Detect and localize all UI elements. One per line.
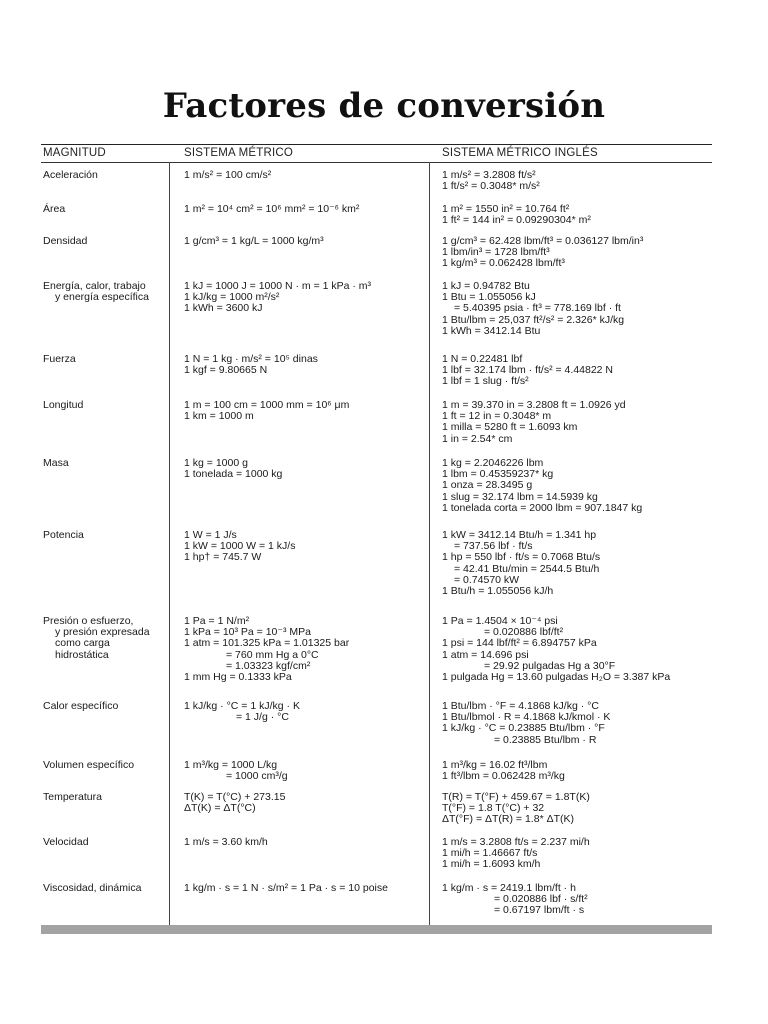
- header-rule: [41, 162, 712, 163]
- row-magnitude: Masa: [43, 457, 69, 469]
- row-metric: 1 N = 1 kg · m/s² = 10⁵ dinas 1 kgf = 9.80665 N: [184, 353, 318, 377]
- row-metric: 1 g/cm³ = 1 kg/L = 1000 kg/m³: [184, 235, 324, 247]
- page-title: Factores de conversión: [162, 86, 606, 126]
- conversion-table: [41, 144, 712, 934]
- bottom-bar: [41, 925, 712, 934]
- row-metric: 1 kg = 1000 g 1 tonelada = 1000 kg: [184, 457, 283, 481]
- column-divider-1: [169, 162, 170, 925]
- row-english: 1 kg = 2.2046226 lbm 1 lbm = 0.45359237* kg 1 onza = 28.3495 g 1 slug = 32.174 lbm = 14.5939 kg 1 tonelada corta = 2000 lbm = 907.1847 kg: [442, 457, 643, 514]
- row-metric: 1 m² = 10⁴ cm² = 10⁶ mm² = 10⁻⁶ km²: [184, 203, 360, 215]
- row-english: 1 N = 0.22481 lbf 1 lbf = 32.174 lbm · ft/s² = 4.44822 N 1 lbf = 1 slug · ft/s²: [442, 353, 614, 388]
- row-english: 1 m/s = 3.2808 ft/s = 2.237 mi/h 1 mi/h = 1.46667 ft/s 1 mi/h = 1.6093 km/h: [442, 836, 590, 871]
- header-metric: SISTEMA MÉTRICO: [184, 147, 294, 159]
- row-magnitude: Aceleración: [43, 169, 98, 181]
- row-metric: 1 m/s² = 100 cm/s²: [184, 169, 272, 181]
- row-magnitude: Velocidad: [43, 836, 89, 848]
- column-divider-2: [429, 162, 430, 925]
- row-metric: 1 m/s = 3.60 km/h: [184, 836, 268, 848]
- top-rule: [41, 144, 712, 145]
- row-english: 1 g/cm³ = 62.428 lbm/ft³ = 0.036127 lbm/in³ 1 lbm/in³ = 1728 lbm/ft³ 1 kg/m³ = 0.062428 lbm/ft³: [442, 235, 644, 270]
- row-english: 1 kW = 3412.14 Btu/h = 1.341 hp = 737.56 lbf · ft/s 1 hp = 550 lbf · ft/s = 0.7068 Btu/s = 42.41 Btu/min = 2544.5 Btu/h = 0.74570 kW 1 Btu/h = 1.055056 kJ/h: [442, 529, 601, 597]
- row-metric: 1 kJ/kg · °C = 1 kJ/kg · K = 1 J/g · °C: [184, 700, 300, 724]
- row-metric: T(K) = T(°C) + 273.15 ΔT(K) = ΔT(°C): [184, 791, 286, 815]
- row-magnitude: Volumen específico: [43, 759, 135, 771]
- row-english: 1 m² = 1550 in² = 10.764 ft² 1 ft² = 144 in² = 0.09290304* m²: [442, 203, 591, 227]
- row-magnitude: Viscosidad, dinámica: [43, 882, 142, 894]
- row-english: 1 Pa = 1.4504 × 10⁻⁴ psi = 0.020886 lbf/ft² 1 psi = 144 lbf/ft² = 6.894757 kPa 1 atm = 14.696 psi = 29.92 pulgadas Hg a 30°F 1 pulgada Hg = 13.60 pulgadas H₂O = 3.387 kPa: [442, 615, 671, 683]
- row-magnitude: Temperatura: [43, 791, 102, 803]
- row-english: T(R) = T(°F) + 459.67 = 1.8T(K) T(°F) = 1.8 T(°C) + 32 ΔT(°F) = ΔT(R) = 1.8* ΔT(K): [442, 791, 590, 826]
- row-english: 1 m³/kg = 16.02 ft³/lbm 1 ft³/lbm = 0.062428 m³/kg: [442, 759, 565, 783]
- header-english: SISTEMA MÉTRICO INGLÉS: [442, 147, 598, 159]
- row-magnitude: Área: [43, 203, 66, 215]
- row-english: 1 kJ = 0.94782 Btu 1 Btu = 1.055056 kJ = 5.40395 psia · ft³ = 778.169 lbf · ft 1 Btu/lbm = 25,037 ft²/s² = 2.326* kJ/kg 1 kWh = 3412.14 Btu: [442, 280, 625, 337]
- row-magnitude: Potencia: [43, 529, 84, 541]
- row-english: 1 m = 39.370 in = 3.2808 ft = 1.0926 yd 1 ft = 12 in = 0.3048* m 1 milla = 5280 ft = 1.6093 km 1 in = 2.54* cm: [442, 399, 626, 445]
- row-english: 1 kg/m · s = 2419.1 lbm/ft · h = 0.020886 lbf · s/ft² = 0.67197 lbm/ft · s: [442, 882, 588, 917]
- row-magnitude: Densidad: [43, 235, 88, 247]
- row-metric: 1 m³/kg = 1000 L/kg = 1000 cm³/g: [184, 759, 288, 783]
- header-magnitude: MAGNITUD: [43, 147, 106, 159]
- row-magnitude: Energía, calor, trabajo y energía específica: [43, 280, 149, 304]
- row-metric: 1 W = 1 J/s 1 kW = 1000 W = 1 kJ/s 1 hp† = 745.7 W: [184, 529, 296, 564]
- row-magnitude: Longitud: [43, 399, 84, 411]
- row-magnitude: Calor específico: [43, 700, 119, 712]
- row-metric: 1 kJ = 1000 J = 1000 N · m = 1 kPa · m³ 1 kJ/kg = 1000 m²/s² 1 kWh = 3600 kJ: [184, 280, 372, 315]
- row-english: 1 m/s² = 3.2808 ft/s² 1 ft/s² = 0.3048* m/s²: [442, 169, 540, 193]
- row-magnitude: Fuerza: [43, 353, 76, 365]
- row-metric: 1 kg/m · s = 1 N · s/m² = 1 Pa · s = 10 poise: [184, 882, 388, 894]
- row-english: 1 Btu/lbm · °F = 4.1868 kJ/kg · °C 1 Btu/lbmol · R = 4.1868 kJ/kmol · K 1 kJ/kg · °C = 0.23885 Btu/lbm · °F = 0.23885 Btu/lbm · R: [442, 700, 611, 746]
- row-magnitude: Presión o esfuerzo, y presión expresada como carga hidrostática: [43, 615, 150, 661]
- row-metric: 1 m = 100 cm = 1000 mm = 10⁶ μm 1 km = 1000 m: [184, 399, 350, 423]
- row-metric: 1 Pa = 1 N/m² 1 kPa = 10³ Pa = 10⁻³ MPa 1 atm = 101.325 kPa = 1.01325 bar = 760 mm Hg a 0°C = 1.03323 kgf/cm² 1 mm Hg = 0.1333 kPa: [184, 615, 350, 683]
